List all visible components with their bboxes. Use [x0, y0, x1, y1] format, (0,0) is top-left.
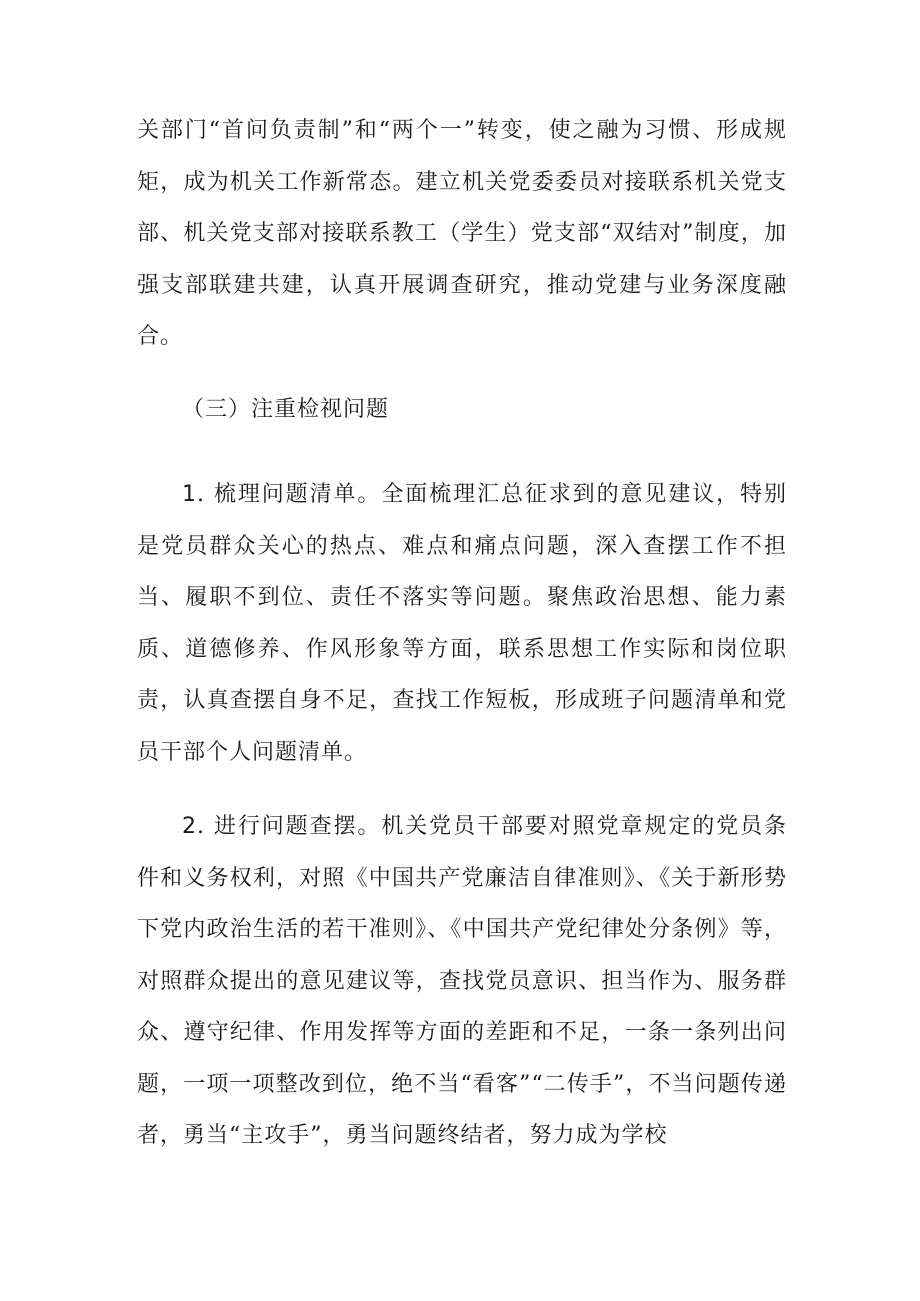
item-number: 1	[182, 482, 197, 507]
paragraph-continuation: 关部门“首问负责制”和“两个一”转变，使之融为习惯、形成规矩，成为机关工作新常态。建立机关党委委员对接联系机关党支部、机关党支部对接联系教工（学生）党支部“双结对”制度，加强支部联建共建，认真开展调查研究，推动党建与业务深度融合。	[137, 118, 787, 349]
section-heading: （三）注重检视问题	[182, 397, 390, 422]
item-number: 2	[182, 814, 197, 839]
paragraph-item-1	[137, 469, 787, 778]
paragraph-item-2	[137, 801, 787, 1162]
item-text: . 梳理问题清单。全面梳理汇总征求到的意见建议，特别是党员群众关心的热点、难点和痛点问题，深入查摆工作不担当、履职不到位、责任不落实等问题。聚焦政治思想、能力素质、道德修养、作风形象等方面，联系思想工作实际和岗位职责，认真查摆自身不足，查找工作短板，形成班子问题清单和党员干部个人问题清单。	[137, 482, 787, 765]
item-text: . 进行问题查摆。机关党员干部要对照党章规定的党员条件和义务权利，对照《中国共产党廉洁自律准则》、《关于新形势下党内政治生活的若干准则》、《中国共产党纪律处分条例》等，对照群众提出的意见建议等，查找党员意识、担当作为、服务群众、遵守纪律、作用发挥等方面的差距和不足，一条一条列出问题，一项一项整改到位，绝不当“看客”“二传手”，不当问题传递者，勇当“主攻手”，勇当问题终结者，努力成为学校	[137, 814, 787, 1148]
